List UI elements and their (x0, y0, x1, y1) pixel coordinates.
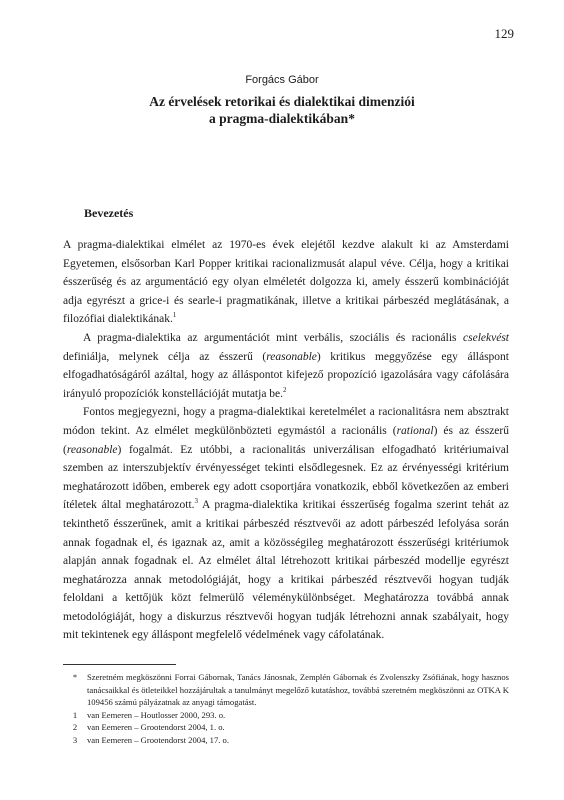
footnote-mark: * (72, 672, 78, 682)
paragraph-3-text-f: A pragma-dialektika kritikai ésszerűség fogalma szerint tehát az tekinthető ésszerűnek, amit a kritikai párbeszéd résztvevői az adott párbeszéd lefolyása során annak fogadnak el, és igaznak az, amit a közösségileg meghatározott ésszerűségi kritériumok alapján annak fogadnak el. Az elmélet által létrehozott kritikai párbeszéd modellje egyrészt meghatározza annak metodológiáját, hogy a kritikai párbeszéd résztvevői hogyan tudják feloldani a kettőjük közt felmerülő véleménykülönbséget. Meghatározza továbbá annak metodológiáját, hogy a diskurzus résztvevői hogyan tudják létrehozni annak szabályait, hogy mit tekintenek egy álláspont megfelelő védelmének vagy cáfolatának. (63, 499, 510, 642)
section-heading: Bevezetés (84, 206, 134, 220)
footnote-mark: 3 (72, 734, 78, 745)
body-text (63, 236, 509, 645)
footnote-3 (63, 734, 509, 747)
paragraph-2-text-e: ) kritikus meggyőzése egy álláspont elfogadhatóságáról azáltal, hogy az álláspontot kifejező propozíció igazolására vagy cáfolására irányuló propozíciók konstellációját mutatja be. (63, 350, 509, 400)
footnote-text: Szeretném megköszönni Forrai Gábornak, Tanács Jánosnak, Zemplén Gábornak és Zvolenszky Zsófiának, hogy hasznos tanácsaikkal és ötleteikkel hozzájárultak a tanulmányt megelőző kutatáshoz, továbbá szeretném megköszönni az OTKA K 109456 számú pályázatnak az anyagi támogatást. (87, 672, 509, 708)
footnote-mark: 1 (72, 709, 78, 720)
title-line-2-text: a pragma-dialektikában (209, 111, 349, 126)
paragraph-3-text-e: ) fogalmát. Ez utóbbi, a racionalitás univerzálisan elfogadható kritériumaival szemben az interszubjektív érvényességet tekinti elsődlegesnek. Ez az érvényességi kritérium meghatározott időben, emberek egy adott csoportjára vonatkozik, ebből következően az emberi ítéletek által meghatározott. (63, 443, 509, 512)
footnote-2 (63, 721, 509, 734)
page-number: 129 (494, 26, 514, 41)
footnote-text: van Eemeren – Grootendorst 2004, 17. o. (87, 734, 230, 745)
paragraph-3-italic-reasonable: reasonable (66, 443, 118, 456)
footnote-mark: 2 (72, 722, 78, 733)
paragraph-2 (63, 329, 509, 403)
paragraph-1 (63, 236, 509, 329)
footnote-text: van Eemeren – Grootendorst 2004, 1. o. (87, 722, 225, 733)
title-line-2 (0, 110, 564, 127)
paragraph-2-text-c: definiálja, melynek célja az ésszerű ( (63, 350, 267, 363)
footnote-text: van Eemeren – Houtlosser 2000, 293. o. (87, 709, 226, 720)
paragraph-2-italic-cselekvest: cselekvést (463, 331, 509, 344)
paragraph-3 (63, 403, 509, 645)
paragraph-2-text-a: A pragma-dialektika az argumentációt mint verbális, szociális és racionális (83, 331, 464, 344)
paragraph-3-italic-rational: rational (396, 424, 434, 437)
footnote-ref-3: 3 (194, 497, 199, 506)
footnote-separator (63, 664, 176, 665)
footnote-ref-1: 1 (172, 311, 177, 320)
title-footnote-mark: * (348, 111, 355, 126)
paragraph-2-italic-reasonable: reasonable (266, 350, 317, 363)
article-title (0, 93, 564, 127)
paragraph-3-text-a: Fontos megjegyezni, hogy a pragma-dialektikai keretelmélet a racionalitásra nem absztrakt módon tekint. Az elmélet megkülönbözteti egymástól a racionális ( (63, 406, 509, 437)
footnote-acknowledgement (63, 671, 509, 709)
footnote-ref-2: 2 (283, 385, 287, 394)
footnote-1 (63, 709, 509, 722)
author-name: Forgács Gábor (245, 74, 319, 86)
paragraph-1-text: A pragma-dialektikai elmélet az 1970-es évek elejétől kezdve alakult ki az Amsterdami Egyetemen, elsősorban Karl Popper kritikai racionalizmusát alapul véve. Célja, hogy a kritikai ésszerűség és az argumentáció egy olyan elméletét dolgozza ki, amely ésszerű kombinációját adja egyrészt a grice-i és searle-i pragmatikának, illetve a kritikai párbeszéd meglátásának, a filozófiai dialektikának. (63, 239, 509, 326)
title-line-1: Az érvelések retorikai és dialektikai dimenziói (149, 94, 415, 109)
paragraph-3-text-c: ) és az ésszerű ( (63, 424, 509, 456)
footnotes (63, 671, 509, 747)
